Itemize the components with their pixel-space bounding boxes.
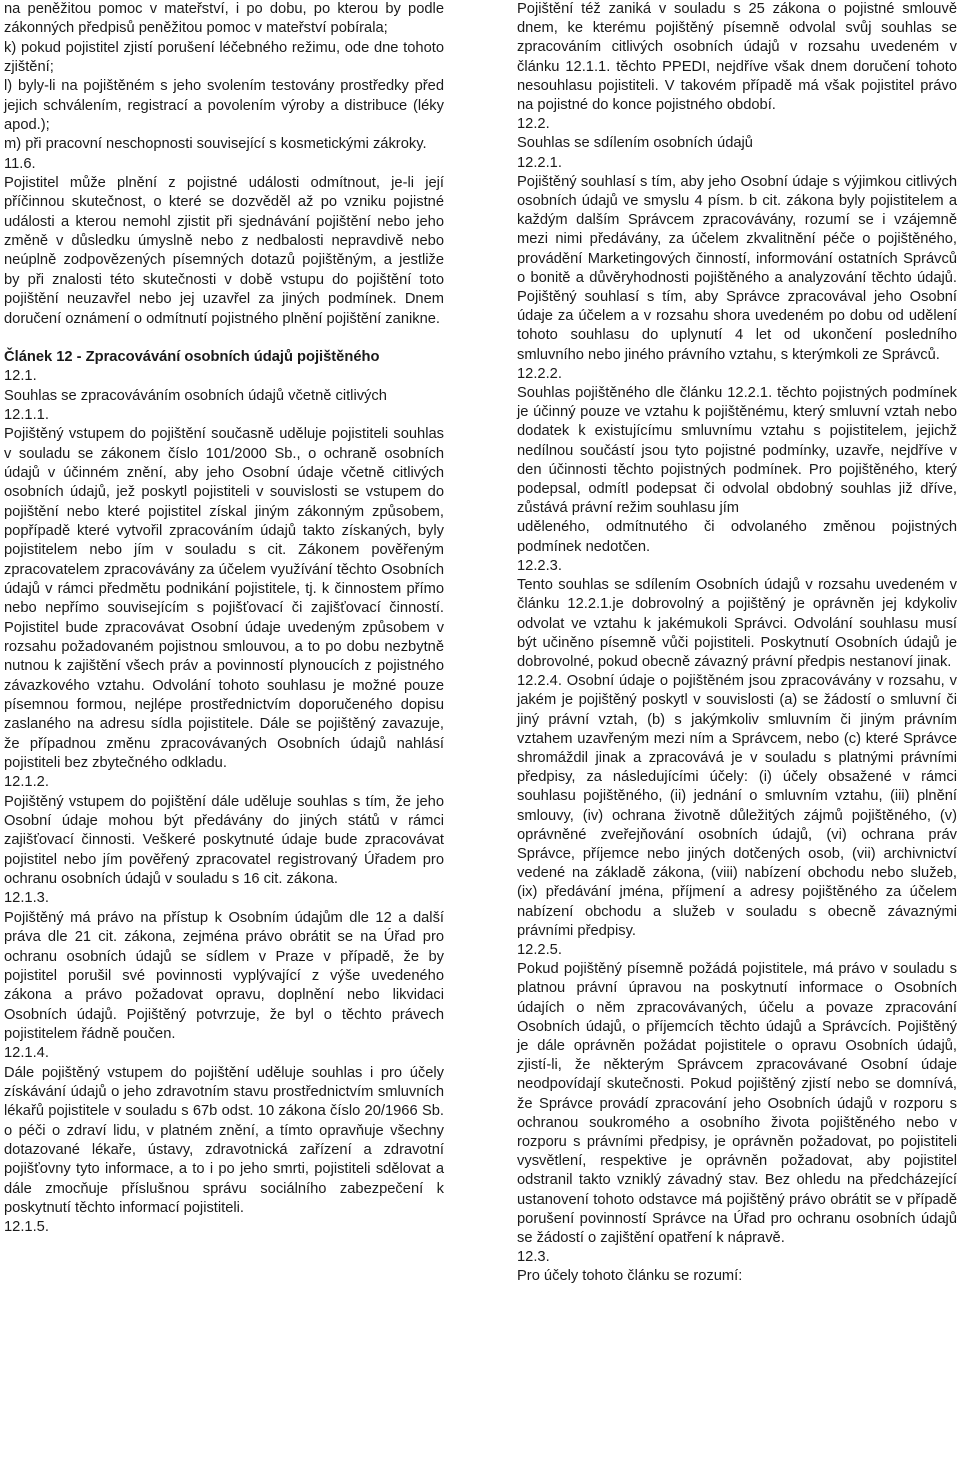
paragraph: 12.2.5. xyxy=(517,941,562,958)
paragraph: Tento souhlas se sdílením Osobních údajů v rozsahu uvedeném v článku 12.2.1.je dobrovolný a pojištěný je oprávněn jej kdykoliv odvolat ve vztahu k jakémukoli Správci. Odvolání souhlasu musí být učiněno písemně vůči pojistiteli. Poskytnutí Osobních údajů je dobrovolné, pokud obecně závazný právní předpis nestanoví jinak. xyxy=(517,577,957,670)
section-heading: Článek 12 - Zpracovávání osobních údajů pojištěného xyxy=(4,348,380,365)
paragraph: Souhlas pojištěného dle článku 12.2.1. těchto pojistných podmínek je účinný pouze ve vztahu k pojištěnému, který smluvní vztah nebo dodatek k existujícímu smluvnímu vztahu s pojistitelem, jejichž nedílnou součástí jsou tyto pojistné podmínky, uzavře, nejdříve v den účinnosti těchto pojistných podmínek. Pro pojištěného, který podepsal, odmítl podepsat či odvolal obdobný souhlas již dříve, zůstává právní režim souhlasu jím xyxy=(517,385,957,517)
paragraph: 12.1.5. xyxy=(4,1219,49,1236)
paragraph: 11.6. xyxy=(4,155,36,172)
paragraph: l) byly-li na pojištěném s jeho svolením testovány prostředky před jejich schválením, registrací a povolením výroby a distribuce (léky apod.); xyxy=(4,78,444,134)
paragraph: 12.2. xyxy=(517,116,550,133)
paragraph: 12.2.1. xyxy=(517,154,562,171)
paragraph: Dále pojištěný vstupem do pojištění uděluje souhlas i pro účely získávání údajů o jeho zdravotním stavu prostřednictvím smluvních lékařů pojistitele v souladu s 67b odst. 10 zákona číslo 20/1966 Sb. o péči o zdraví lidu, v platném znění, a tímto opravňuje všechny dotazované lékaře, ústavy, zdravotnická zařízení a zdravotní pojišťovny tyto informace, a to i po jeho smrti, pojistiteli sdělovat a dále zmocňuje příslušnou správu sociálního zabezpečení k poskytnutí těchto informací pojistiteli. xyxy=(4,1064,444,1216)
paragraph: Souhlas se zpracováváním osobních údajů včetně citlivých xyxy=(4,387,387,404)
paragraph: 12.2.4. Osobní údaje o pojištěném jsou zpracovávány v rozsahu, v jakém je pojištěný poskytl v souvislosti (a) se žádostí o smluvní či jiný právní vztah, (b) s jakýmkoliv smluvním či jiným právním vztahem uzavřeným mezi ním a Správcem, nebo (c) které Správce shromáždil jinak a zpracovává je v souladu s platnými právními předpisy, za následujícími účely: (i) účely obsažené v rámci souhlasu pojištěného, (ii) jednání o smluvním vztahu, (iii) plnění smlouvy, (iv) ochrana životně důležitých zájmů pojištěného, (v) oprávněné zveřejňování osobních údajů, (vi) ochrana práv Správce, příjemce nebo jiných dotčených osob, (vii) archivnictví vedené na základě zákona, (viii) nabízení obchodu nebo služeb, (ix) předávání jména, příjmení a adresy pojištěného za účelem nabízení obchodu a služeb v souladu s obecně závaznými právními předpisy. xyxy=(517,673,957,939)
paragraph: na peněžitou pomoc v mateřství, i po dobu, po kterou by podle zákonných předpisů peněžitou pomoc v mateřství pobírala; xyxy=(4,1,444,37)
right-column xyxy=(517,0,957,1287)
paragraph: Pojistitel může plnění z pojistné události odmítnout, je-li její příčinnou skutečnost, o které se dozvěděl až po vzniku pojistné události a kterou nemohl zjistit při sjednávání pojištění nebo jeho změně v důsledku úmyslně nebo z nedbalosti nepravdivě nebo neúplně zodpovězených písemných dotazů pojištěným, a jestliže by při znalosti této skutečnosti v době vstupu do pojištění toto pojištění neuzavřel nebo jej uzavřel za jiných podmínek. Dnem doručení oznámení o odmítnutí pojistného plnění pojištění zanikne. xyxy=(4,175,444,327)
paragraph: 12.2.2. xyxy=(517,365,562,382)
paragraph: k) pokud pojistitel zjistí porušení léčebného režimu, ode dne tohoto zjištění; xyxy=(4,39,444,76)
paragraph: Pro účely tohoto článku se rozumí: xyxy=(517,1268,743,1285)
paragraph: 12.1. xyxy=(4,368,37,385)
paragraph: Pojištěný vstupem do pojištění dále uděluje souhlas s tím, že jeho Osobní údaje mohou být předávány do jiných států v rámci zajišťovací činnosti. Veškeré poskytnuté údaje bude zpracovávat pojistitel nebo jím pověřený zpracovatel registrovaný Úřadem pro ochranu osobních údajů v souladu s 16 cit. zákona. xyxy=(4,793,444,888)
left-column xyxy=(4,0,444,1238)
paragraph: Pokud pojištěný písemně požádá pojistitele, má právo v souladu s platnou právní úpravou na poskytnutí informace o Osobních údajích o něm zpracovávaných, účelu a povaze zpracování Osobních údajů, o příjemcích těchto údajů a Správcích. Pojištěný je dále oprávněn požádat pojistitele o opravu Osobních údajů, zjistí-li, že některým Správcem zpracovávané Osobní údaje neodpovídají skutečnosti. Pokud pojištěný zjistí nebo se domnívá, že Správce provádí zpracování jeho Osobních údajů v rozporu s ochranou soukromého a osobního života pojištěného nebo v rozporu s právními předpisy, je oprávněn požadovat, po pojistiteli vysvětlení, respektive je oprávněn požadovat, aby pojistitel odstranil takto vzniklý závadný stav. Bez ohledu na předcházející ustanovení tohoto odstavce má pojištěný právo obrátit se v případě porušení povinností Správce na Úřad pro ochranu osobních údajů se žádostí o zajištění opatření k nápravě. xyxy=(517,961,957,1246)
paragraph: 12.2.3. xyxy=(517,557,562,574)
paragraph: Pojištěný vstupem do pojištění současně uděluje pojistiteli souhlas v souladu se zákonem číslo 101/2000 Sb., o ochraně osobních údajů v účinném znění, aby jeho Osobní údaje včetně citlivých osobních údajů, jež poskytl pojistiteli v souvislosti se vstupem do pojištění nebo které pojistitel získal jiným zákonným způsobem, popřípadě které vytvořil zpracováním údajů takto získaných, byly pojistitelem nebo jím v souladu s cit. Zákonem pověřeným zpracovatelem zpracovávány za účelem využívání těchto Osobních údajů v rámci předmětu podnikání pojistitele, tj. k činnostem přímo nebo nepřímo souvisejícím s pojišťovací či zajišťovací činností. Pojistitel bude zpracovávat Osobní údaje uvedeným způsobem v rozsahu požadovaném pojistnou smlouvou, a to po dobu nezbytně nutnou k zajištění všech práv a povinností plynoucích z pojistného závazkového vztahu. Odvolání tohoto souhlasu je možné pouze písemnou formou, nejlépe prostřednictvím doporučeného dopisu zaslaného na adresu sídla pojistitele. Dále se pojištěný zavazuje, že případnou změnu zpracovávaných Osobních údajů nahlásí pojistiteli bez zbytečného odkladu. xyxy=(4,426,444,772)
paragraph: 12.3. xyxy=(517,1249,550,1266)
paragraph: uděleného, odmítnutého či odvolaného změnou pojistných podmínek nedotčen. xyxy=(517,519,957,555)
paragraph: 12.1.4. xyxy=(4,1045,49,1062)
paragraph: 12.1.3. xyxy=(4,890,49,907)
paragraph: Pojištěný má právo na přístup k Osobním údajům dle 12 a další práva dle 21 cit. zákona, zejména právo obrátit se na Úřad pro ochranu osobních údajů se sídlem v Praze v případě, že by pojistitel porušil své povinnosti vyplývající z výše uvedeného zákona a právo požadovat opravu, doplnění nebo likvidaci Osobních údajů. Pojištěný potvrzuje, že byl o těchto právech pojistitelem řádně poučen. xyxy=(4,909,444,1042)
paragraph: 12.1.1. xyxy=(4,406,49,423)
paragraph: Pojištěný souhlasí s tím, aby jeho Osobní údaje s výjimkou citlivých osobních údajů ve smyslu 4 písm. b cit. zákona byly pojistitelem a každým dalším Správcem zpracovávány, rozumí se i vzájemně mezi nimi předávány, za účelem zkvalitnění péče o pojištěného, provádění Marketingových činností, informování ostatních Správců o bonitě a důvěryhodnosti pojištěného a analyzování těchto údajů. Pojištěný souhlasí s tím, aby Správce zpracovával jeho Osobní údaje za účelem a v rozsahu shora uvedeném po dobu od udělení tohoto souhlasu do uplynutí 4 let od ukončení posledního smluvního nebo jiného právního vztahu, s kterýmkoli ze Správců. xyxy=(517,173,957,363)
paragraph: Pojištění též zaniká v souladu s 25 zákona o pojistné smlouvě dnem, ke kterému pojištěný písemně odvolal svůj souhlas se zpracováním citlivých osobních údajů v rozsahu uvedeném v článku 12.1.1. těchto PPEDI, nejdříve však dnem doručení tohoto nesouhlasu pojistiteli. V takovém případě má však pojistitel právo na pojistné do konce pojistného období. xyxy=(517,1,957,114)
paragraph: Souhlas se sdílením osobních údajů xyxy=(517,135,753,152)
paragraph: 12.1.2. xyxy=(4,774,49,791)
paragraph: m) při pracovní neschopnosti související s kosmetickými zákroky. xyxy=(4,136,427,153)
